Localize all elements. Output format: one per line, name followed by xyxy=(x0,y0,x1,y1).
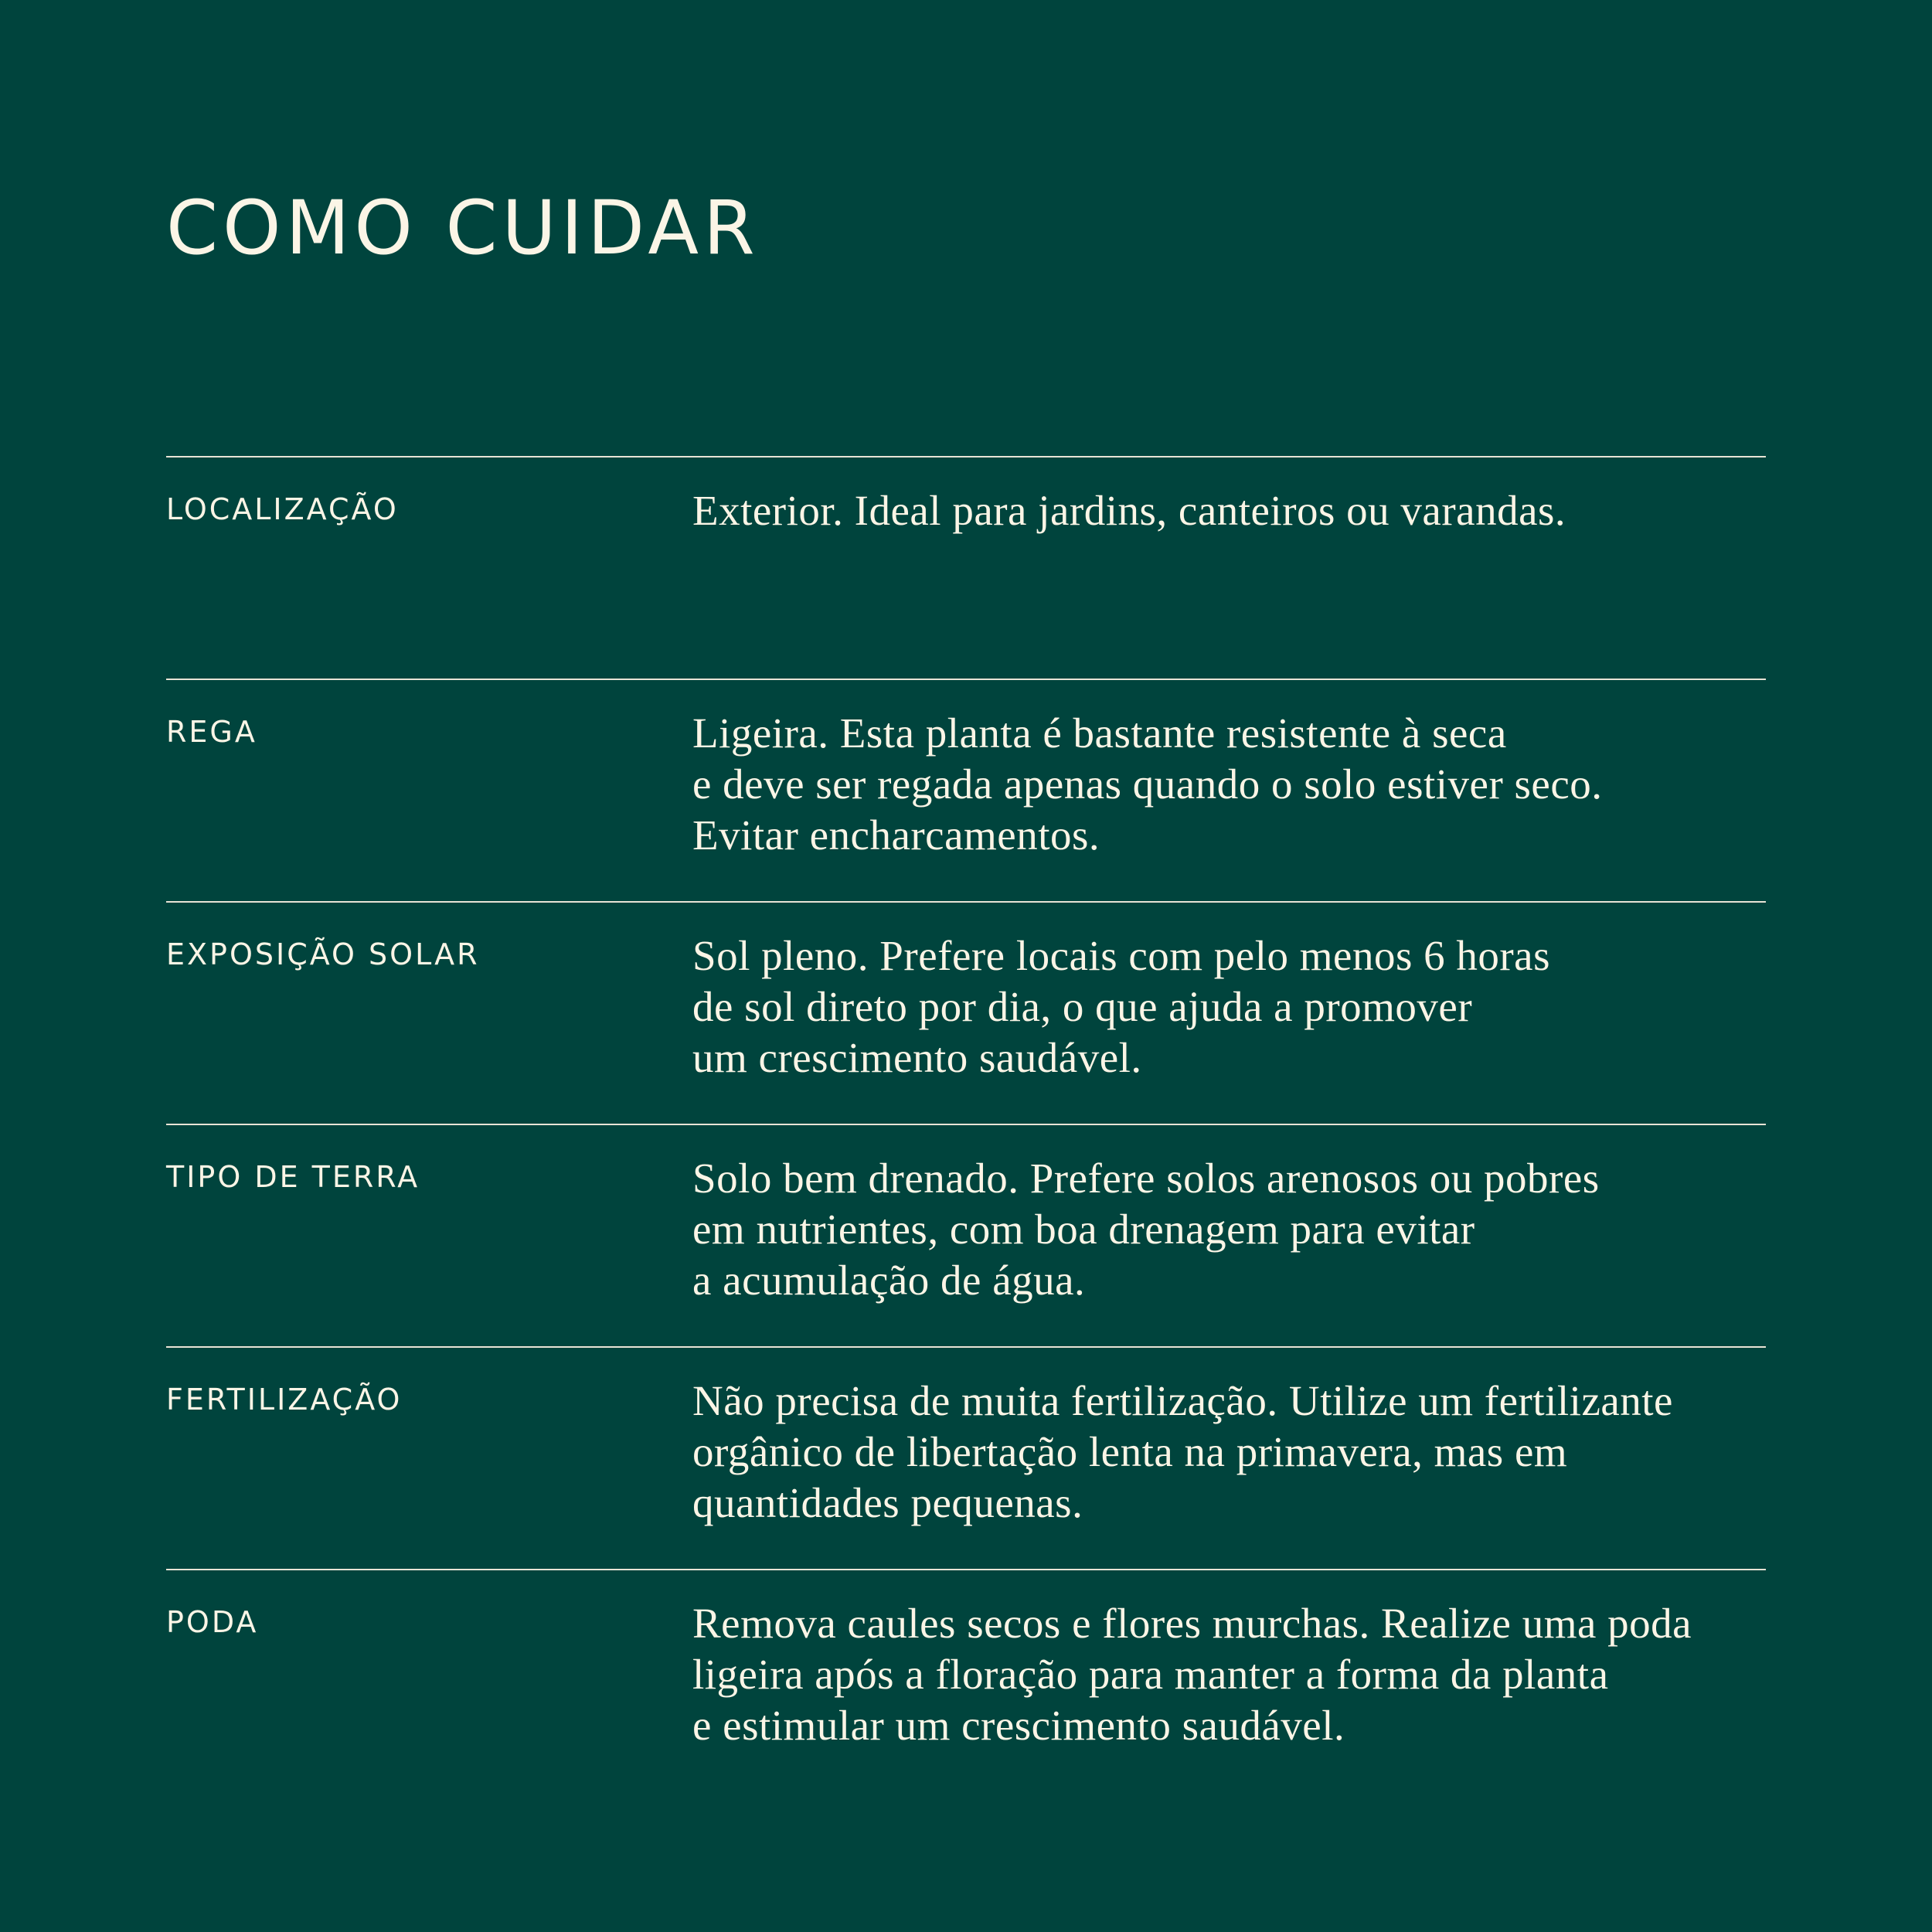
care-description xyxy=(692,708,1805,861)
care-description xyxy=(692,485,1805,536)
description-line: a acumulação de água. xyxy=(692,1257,1086,1304)
care-row-fertilizacao xyxy=(166,1346,1766,1569)
care-label: LOCALIZAÇÃO xyxy=(166,492,399,526)
care-row-tipo-de-terra xyxy=(166,1124,1766,1346)
care-description xyxy=(692,1598,1805,1751)
description-line: orgânico de libertação lenta na primavera, mas em xyxy=(692,1428,1568,1475)
description-line: Solo bem drenado. Prefere solos arenosos ou pobres xyxy=(692,1155,1600,1202)
care-description xyxy=(692,1376,1805,1529)
description-line: em nutrientes, com boa drenagem para evitar xyxy=(692,1206,1475,1253)
description-line: Sol pleno. Prefere locais com pelo menos 6 horas xyxy=(692,932,1550,979)
care-row-poda xyxy=(166,1569,1766,1791)
description-line: e deve ser regada apenas quando o solo estiver seco. xyxy=(692,760,1603,808)
description-line: quantidades pequenas. xyxy=(692,1479,1083,1526)
description-line: Remova caules secos e flores murchas. Realize uma poda xyxy=(692,1600,1692,1647)
page-title: COMO CUIDAR xyxy=(166,185,760,271)
care-table xyxy=(166,456,1766,1791)
care-label: REGA xyxy=(166,715,257,749)
care-row-rega xyxy=(166,679,1766,901)
care-label: TIPO DE TERRA xyxy=(166,1160,420,1194)
description-line: ligeira após a floração para manter a forma da planta xyxy=(692,1651,1609,1698)
description-line: um crescimento saudável. xyxy=(692,1034,1142,1081)
care-row-localizacao xyxy=(166,456,1766,679)
description-line: de sol direto por dia, o que ajuda a promover xyxy=(692,983,1473,1030)
care-row-exposicao-solar xyxy=(166,901,1766,1124)
description-line: Exterior. Ideal para jardins, canteiros ou varandas. xyxy=(692,487,1566,534)
description-line: Evitar encharcamentos. xyxy=(692,811,1100,859)
description-line: Não precisa de muita fertilização. Utilize um fertilizante xyxy=(692,1377,1673,1424)
description-line: Ligeira. Esta planta é bastante resistente à seca xyxy=(692,709,1507,757)
care-label: PODA xyxy=(166,1605,259,1639)
care-description xyxy=(692,930,1805,1083)
care-label: FERTILIZAÇÃO xyxy=(166,1383,403,1417)
description-line: e estimular um crescimento saudável. xyxy=(692,1702,1345,1749)
care-label: EXPOSIÇÃO SOLAR xyxy=(166,937,480,971)
care-description xyxy=(692,1153,1805,1306)
